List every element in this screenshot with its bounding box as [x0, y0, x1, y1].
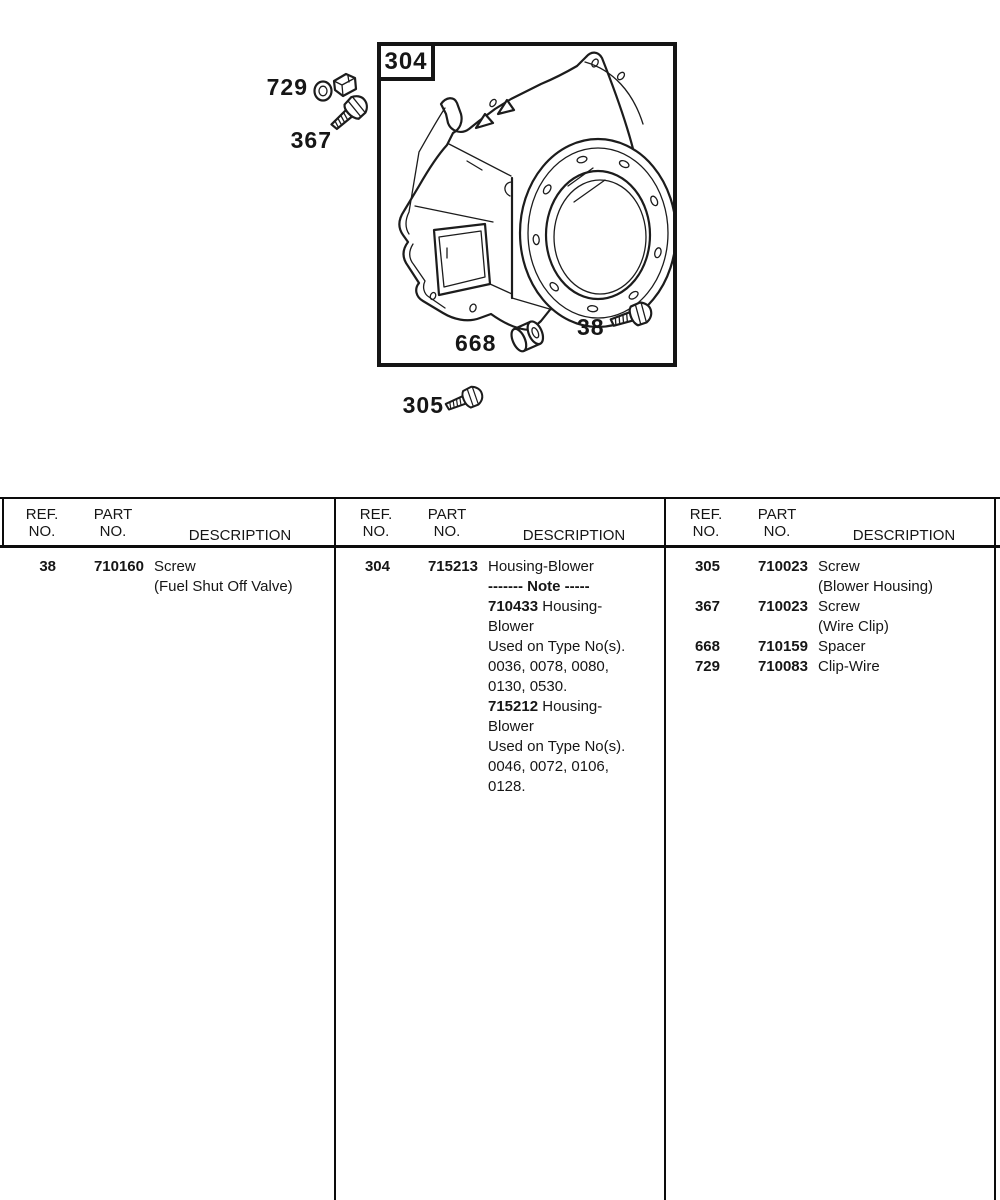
description-line: 715212 Housing-	[488, 698, 603, 715]
description-line: Used on Type No(s).	[488, 738, 626, 755]
description-line: Spacer	[818, 638, 866, 655]
callout-305: 305	[402, 392, 444, 418]
parts-column	[664, 548, 996, 797]
part-description	[818, 557, 996, 597]
part-row	[0, 557, 334, 597]
part-row	[334, 557, 664, 797]
column-divider-1	[334, 497, 336, 1200]
part-no: 710160	[93, 558, 144, 575]
description-line: Screw	[154, 558, 196, 575]
description-line: Blower	[488, 618, 534, 635]
parts-column	[334, 548, 664, 797]
ref-no: 305	[694, 558, 720, 575]
callout-668: 668	[455, 330, 497, 356]
part-row	[664, 657, 996, 677]
table-header	[0, 499, 1000, 545]
part-description	[818, 597, 996, 637]
part-row	[664, 637, 996, 657]
description-line: 0046, 0072, 0106,	[488, 758, 609, 775]
description-line: (Fuel Shut Off Valve)	[154, 578, 293, 595]
part-no: 710159	[757, 638, 808, 655]
parts-column	[0, 548, 334, 797]
diagram-ref-label: 304	[377, 42, 435, 81]
header-group-1: REF. NO. PART NO. DESCRIPTION	[0, 499, 334, 545]
part-no: 715213	[427, 558, 478, 575]
callout-367: 367	[290, 127, 332, 153]
part-header: PART	[757, 506, 797, 523]
description-line: Used on Type No(s).	[488, 638, 626, 655]
part-header: PART	[93, 506, 133, 523]
table-right-border	[994, 497, 996, 1200]
part-description	[488, 557, 664, 797]
ref-header: REF.	[359, 506, 393, 523]
part-row	[664, 597, 996, 637]
header-group-3: REF. NO. PART NO. DESCRIPTION	[664, 499, 996, 545]
column-divider-2	[664, 497, 666, 1200]
part-no: 710023	[757, 558, 808, 575]
description-line: ------- Note -----	[488, 578, 590, 595]
description-header: DESCRIPTION	[188, 527, 292, 544]
description-line: Screw	[818, 598, 860, 615]
part-row	[664, 557, 996, 597]
header-group-2: REF. NO. PART NO. DESCRIPTION	[334, 499, 664, 545]
part-no: 710023	[757, 598, 808, 615]
callout-729: 729	[266, 74, 308, 100]
description-line: Housing-Blower	[488, 558, 594, 575]
description-line: 0130, 0530.	[488, 678, 568, 695]
description-line: 0128.	[488, 778, 526, 795]
ref-no: 304	[364, 558, 390, 575]
description-line: Screw	[818, 558, 860, 575]
ref-no: 729	[694, 658, 720, 675]
ref-header: REF.	[689, 506, 723, 523]
ref-header: REF.	[25, 506, 59, 523]
description-line: Clip-Wire	[818, 658, 880, 675]
callout-38: 38	[577, 314, 605, 340]
description-line: 710433 Housing-	[488, 598, 603, 615]
description-header: DESCRIPTION	[852, 527, 956, 544]
description-line: (Blower Housing)	[818, 578, 934, 595]
screw-icon-305	[439, 380, 488, 421]
ref-no: 38	[39, 558, 56, 575]
parts-table	[0, 497, 1000, 1200]
part-description	[154, 557, 334, 597]
part-description	[818, 637, 996, 657]
part-no: 710083	[757, 658, 808, 675]
description-line: 0036, 0078, 0080,	[488, 658, 609, 675]
description-line: Blower	[488, 718, 534, 735]
description-header: DESCRIPTION	[522, 527, 626, 544]
table-body	[0, 548, 1000, 797]
ref-no: 367	[694, 598, 720, 615]
description-line: (Wire Clip)	[818, 618, 889, 635]
ref-no: 668	[694, 638, 720, 655]
part-header: PART	[427, 506, 467, 523]
part-description	[818, 657, 996, 677]
